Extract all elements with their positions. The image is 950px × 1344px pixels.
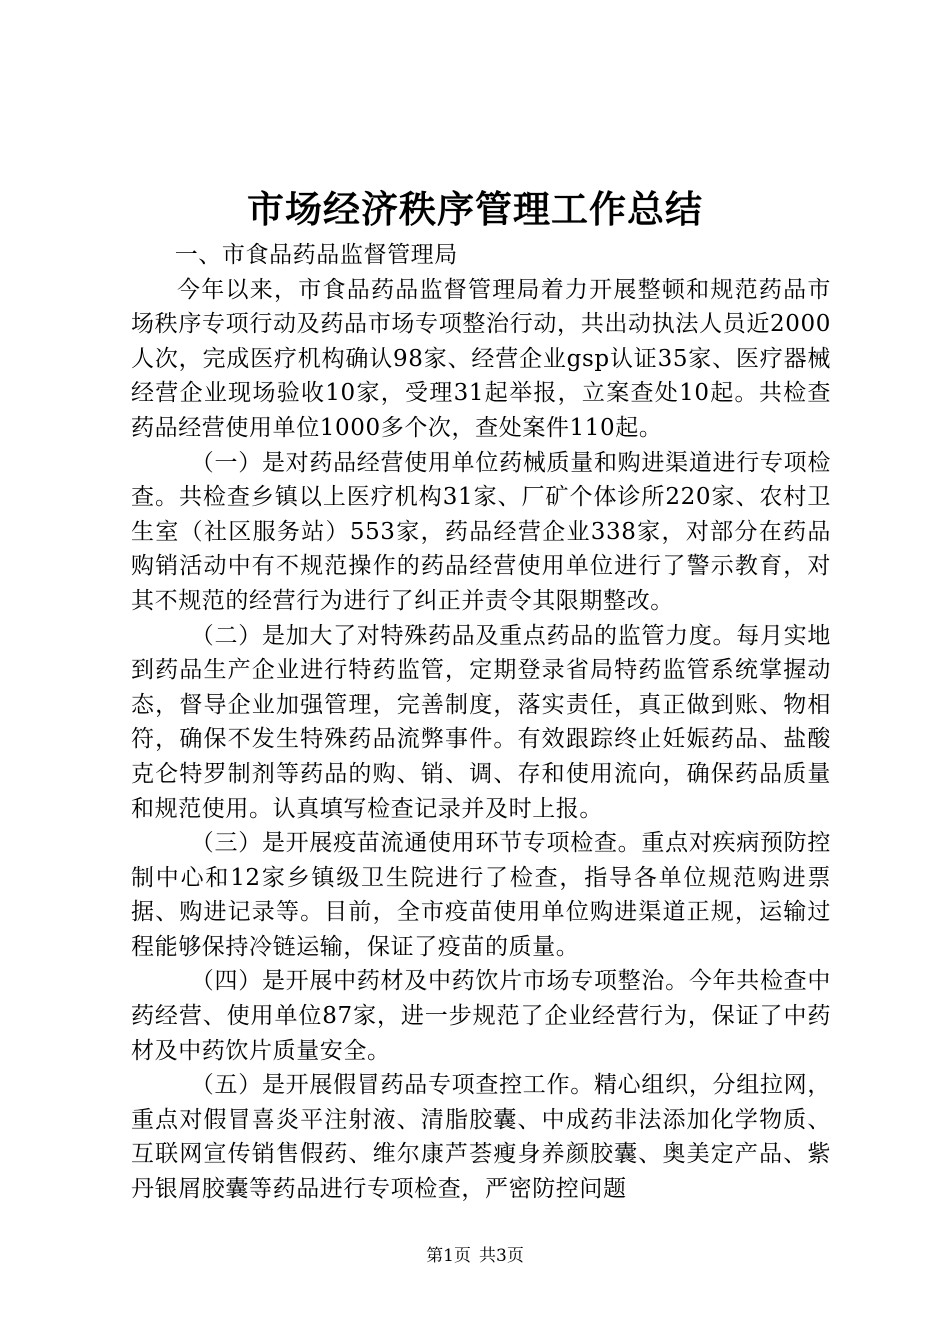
paragraph-intro: 今年以来，市食品药品监督管理局着力开展整顿和规范药品市场秩序专项行动及药品市场专项整治行动，共出动执法人员近2000人次，完成医疗机构确认98家、经营企业gsp认证35家、医疗器械经营企业现场验收10家，受理31起举报，立案查处10起。共检查药品经营使用单位1000多个次，查处案件110起。 (131, 276, 831, 441)
paragraph-item-4: （四）是开展中药材及中药饮片市场专项整治。今年共检查中药经营、使用单位87家，进一步规范了企业经营行为，保证了中药材及中药饮片质量安全。 (131, 968, 831, 1064)
paragraph-item-2: （二）是加大了对特殊药品及重点药品的监管力度。每月实地到药品生产企业进行特药监管，定期登录省局特药监管系统掌握动态，督导企业加强管理，完善制度，落实责任，真正做到账、物相符，确保不发生特殊药品流弊事件。有效跟踪终止妊娠药品、盐酸克仑特罗制剂等药品的购、销、调、存和使用流向，确保药品质量和规范使用。认真填写检查记录并及时上报。 (131, 622, 831, 822)
page-number-total: 共3页 (479, 1246, 524, 1266)
page-number-current: 第1页 (426, 1246, 471, 1266)
page-footer (0, 1244, 950, 1268)
section-heading: 一、市食品药品监督管理局 (174, 242, 458, 268)
document-title: 市场经济秩序管理工作总结 (247, 187, 703, 231)
paragraph-item-3: （三）是开展疫苗流通使用环节专项检查。重点对疾病预防控制中心和12家乡镇级卫生院进行了检查，指导各单位规范购进票据、购进记录等。目前，全市疫苗使用单位购进渠道正规，运输过程能够保持冷链运输，保证了疫苗的质量。 (131, 830, 831, 960)
paragraph-item-1: （一）是对药品经营使用单位药械质量和购进渠道进行专项检查。共检查乡镇以上医疗机构31家、厂矿个体诊所220家、农村卫生室（社区服务站）553家，药品经营企业338家，对部分在药品购销活动中有不规范操作的药品经营使用单位进行了警示教育，对其不规范的经营行为进行了纠正并责令其限期整改。 (131, 449, 831, 614)
paragraph-item-5: （五）是开展假冒药品专项查控工作。精心组织，分组拉网，重点对假冒喜炎平注射液、清脂胶囊、中成药非法添加化学物质、互联网宣传销售假药、维尔康芦荟瘦身养颜胶囊、奥美定产品、紫丹银屑胶囊等药品进行专项检查，严密防控问题 (131, 1072, 831, 1203)
document-body (131, 238, 831, 1207)
